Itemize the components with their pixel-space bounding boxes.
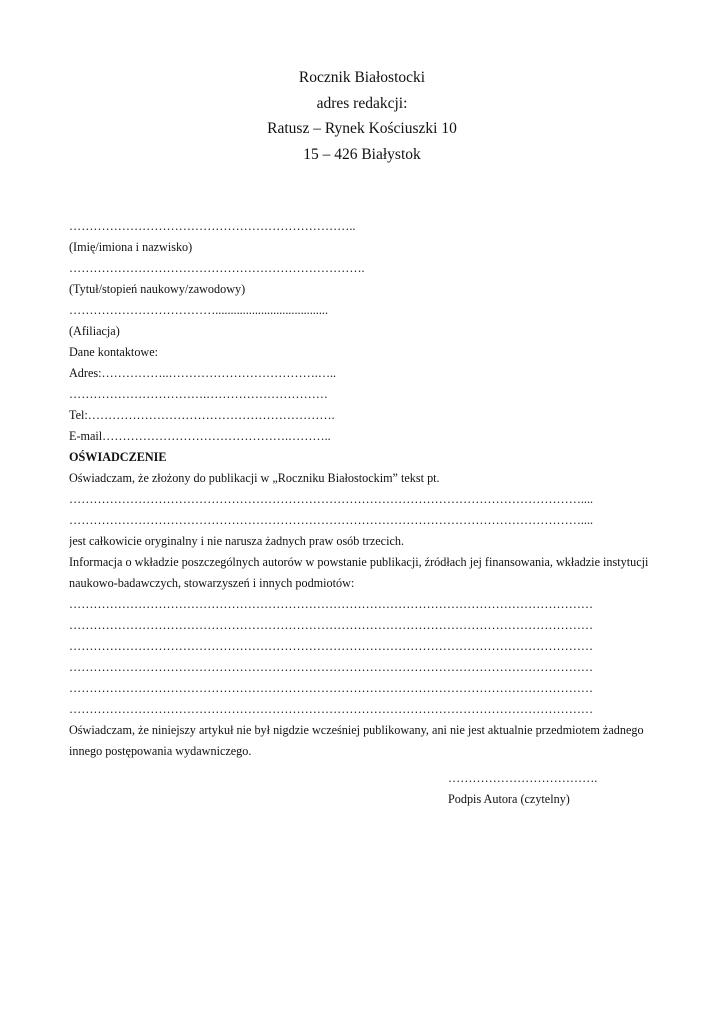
signature-block xyxy=(448,768,597,810)
phone-fill-line[interactable]: Tel:……………………………………………………. xyxy=(69,408,335,422)
declaration-heading: OŚWIADCZENIE xyxy=(69,450,167,464)
contribution-statement-line-2: naukowo-badawczych, stowarzyszeń i innych podmiotów: xyxy=(69,576,355,590)
editorial-address-label: adres redakcji: xyxy=(316,94,408,112)
author-contact-section xyxy=(69,216,659,762)
title-label: (Tytuł/stopień naukowy/zawodowy) xyxy=(69,282,246,296)
journal-address-header xyxy=(0,65,724,167)
contribution-statement-line-1: Informacja o wkładzie poszczególnych autorów w powstanie publikacji, źródłach jej finansowania, wkładzie instytucji xyxy=(69,555,649,569)
affiliation-label: (Afiliacja) xyxy=(69,324,120,338)
contribution-fill-line-5[interactable]: ………………………………………………………………………………………………………………… xyxy=(69,681,594,695)
contribution-fill-line-1[interactable]: ………………………………………………………………………………………………………………… xyxy=(69,597,594,611)
address-fill-line[interactable]: Adres:……………..……………………………….….. xyxy=(69,366,337,380)
not-published-statement-line-1: Oświadczam, że niniejszy artykuł nie był nigdzie wcześniej publikowany, ani nie jest aktualnie przedmiotem żadnego xyxy=(69,723,644,737)
name-label: (Imię/imiona i nazwisko) xyxy=(69,240,193,254)
article-title-fill-line-1[interactable]: ……………………………………………………………………………………………………………….... xyxy=(69,492,594,506)
contribution-fill-line-2[interactable]: ………………………………………………………………………………………………………………… xyxy=(69,618,594,632)
title-fill-line[interactable]: ………………………………………………………………. xyxy=(69,261,365,275)
declaration-statement: Oświadczam, że złożony do publikacji w „Roczniku Białostockim” tekst pt. xyxy=(69,471,440,485)
postal-city: 15 – 426 Białystok xyxy=(303,145,421,163)
street-address: Ratusz – Rynek Kościuszki 10 xyxy=(267,120,457,137)
contribution-fill-line-4[interactable]: ………………………………………………………………………………………………………………… xyxy=(69,660,594,674)
contribution-fill-line-6[interactable]: ………………………………………………………………………………………………………………… xyxy=(69,702,594,716)
signature-label: Podpis Autora (czytelny) xyxy=(448,792,570,806)
journal-name: Rocznik Białostocki xyxy=(298,69,426,86)
affiliation-fill-line[interactable]: ………………………………..................................... xyxy=(69,303,328,317)
email-fill-line[interactable]: E-mail……………………………………….……….. xyxy=(69,429,331,443)
not-published-statement-line-2: innego postępowania wydawniczego. xyxy=(69,744,252,758)
contribution-fill-line-3[interactable]: ………………………………………………………………………………………………………………… xyxy=(69,639,594,653)
originality-statement: jest całkowicie oryginalny i nie narusza żadnych praw osób trzecich. xyxy=(69,534,405,548)
article-title-fill-line-2[interactable]: ……………………………………………………………………………………………………………….... xyxy=(69,513,594,527)
contact-data-label: Dane kontaktowe: xyxy=(69,345,159,359)
name-fill-line[interactable]: …………………………………………………………….. xyxy=(69,219,356,233)
address-fill-line-2[interactable]: …………………………….………………………… xyxy=(69,387,328,401)
signature-fill-line[interactable]: ………………………………. xyxy=(448,771,598,785)
